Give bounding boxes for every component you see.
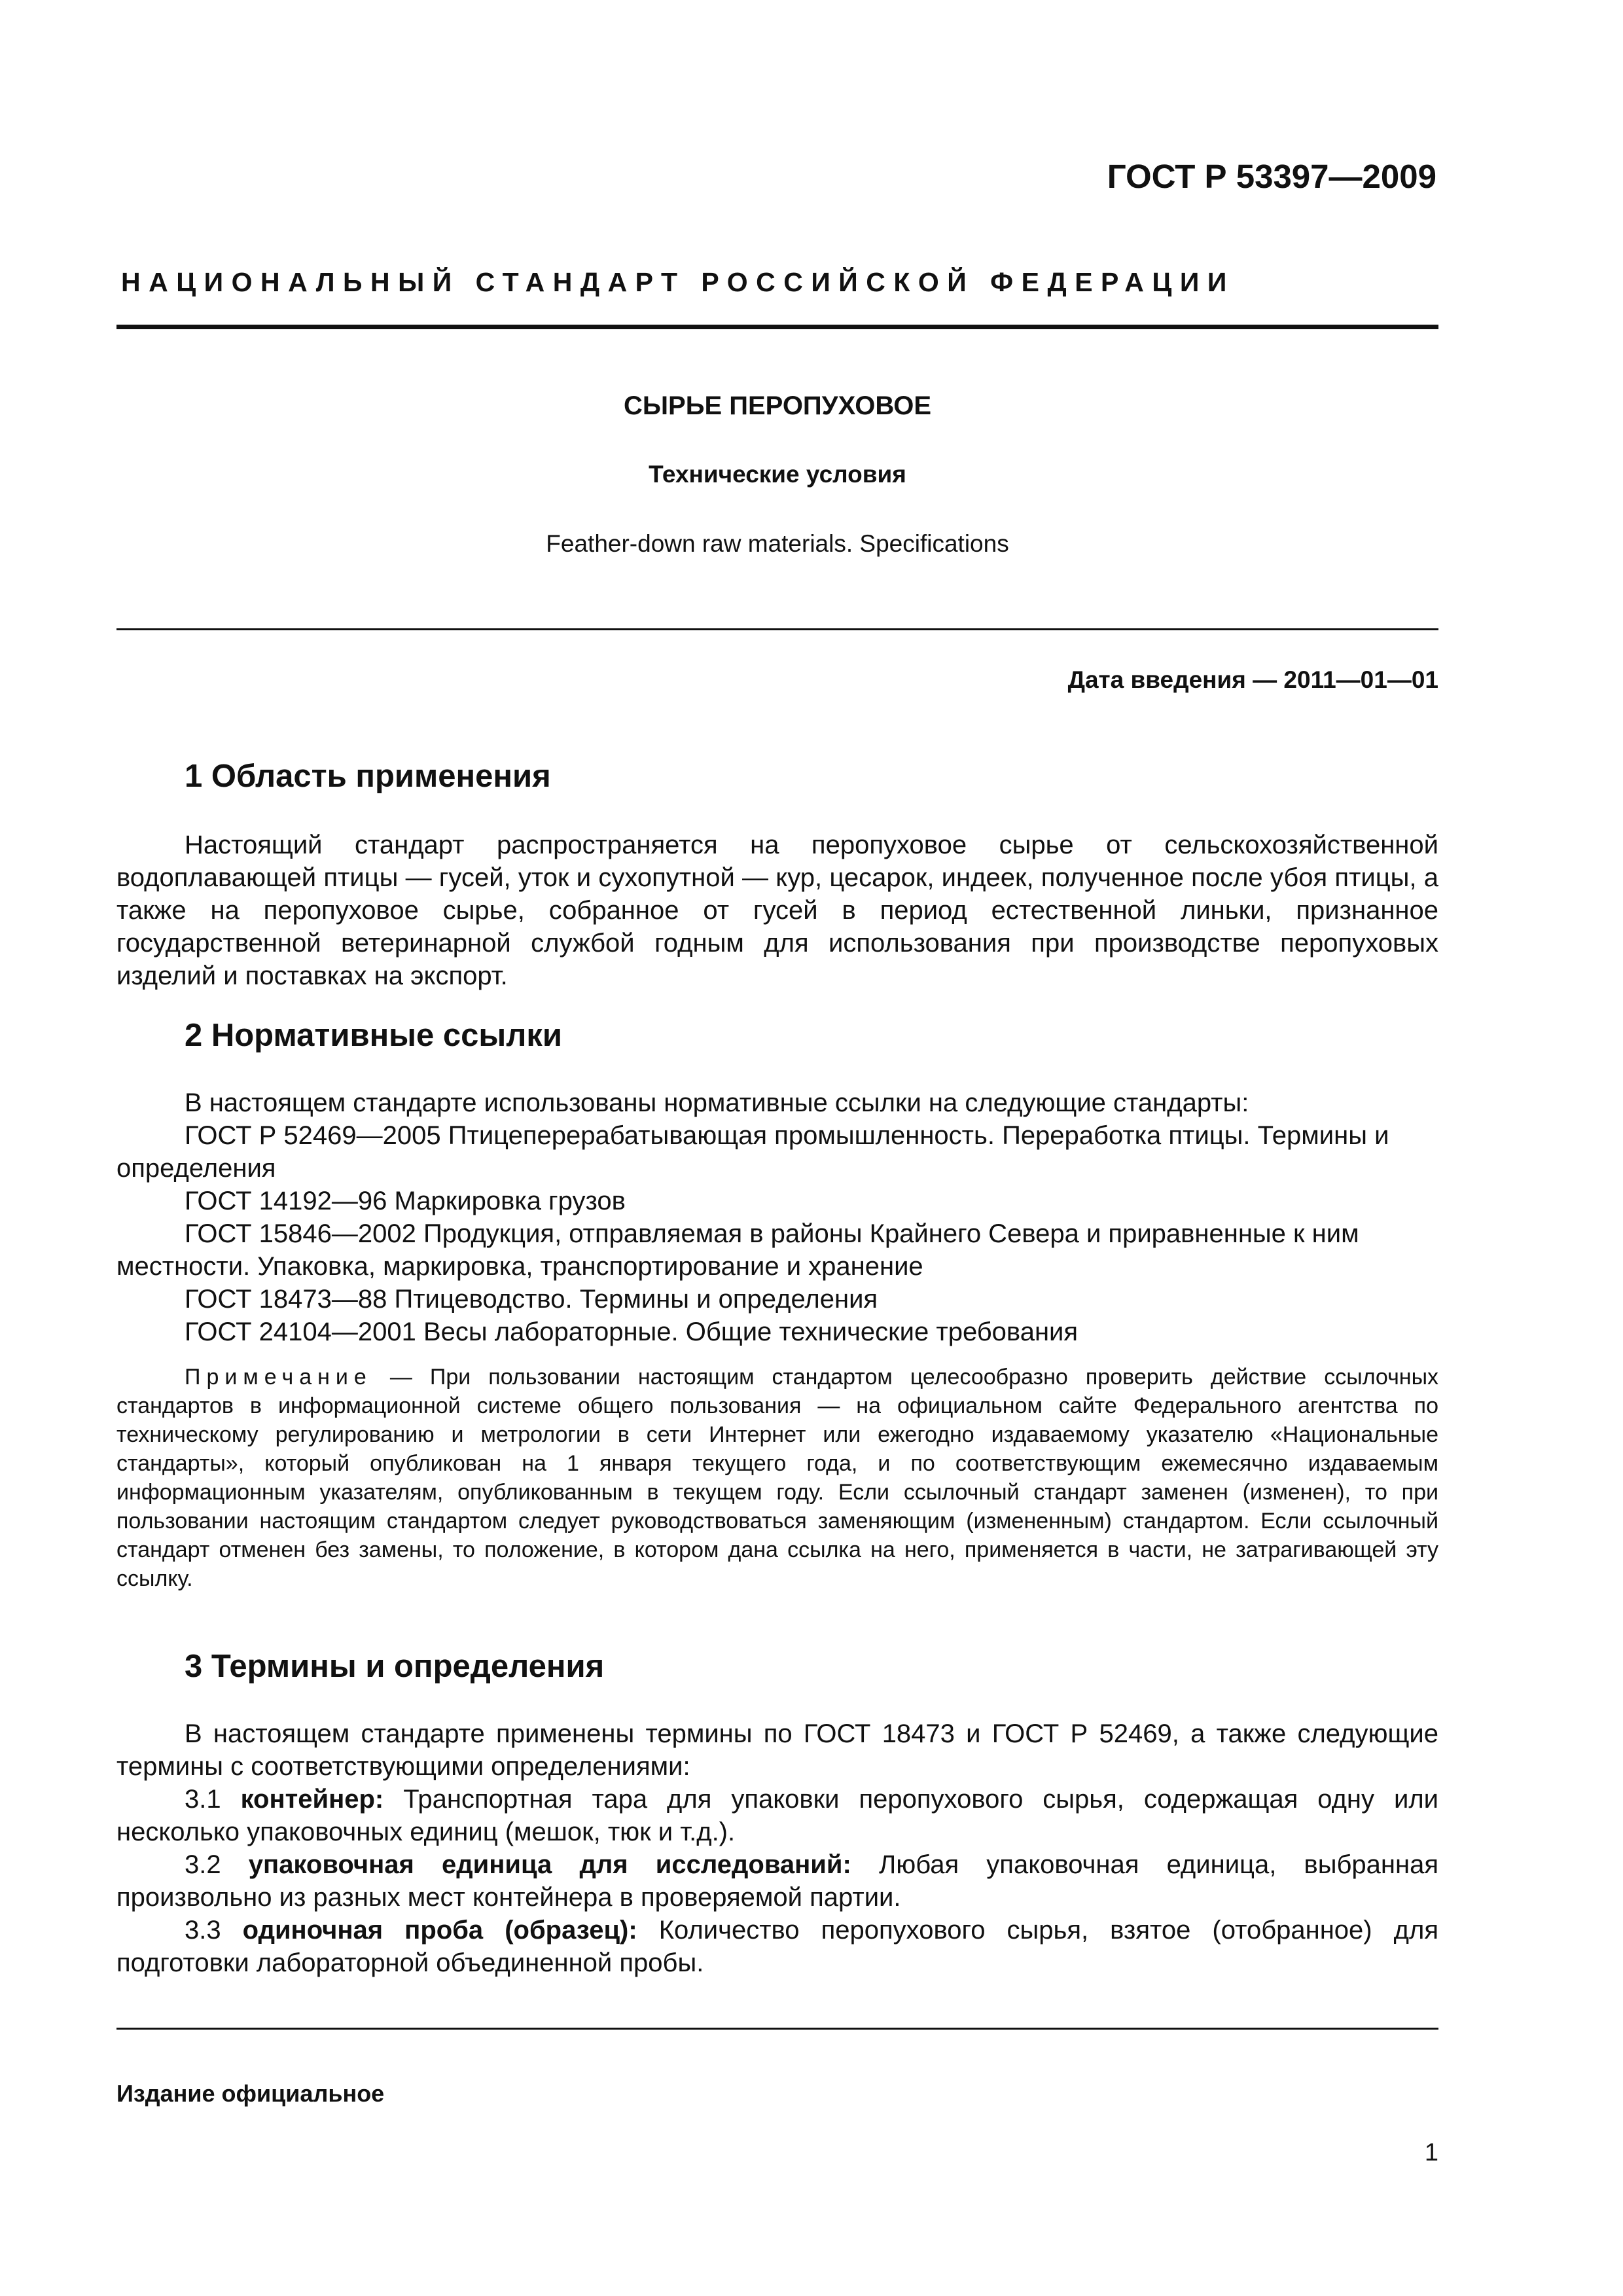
term-definition (116, 1848, 1438, 1914)
section-3-heading: 3 Термины и определения (185, 1649, 605, 1684)
term-text: Транспортная тара для упаковки перопухового сырья, содержащая одну или несколько упаковочных единиц (мешок, тюк и т.д.). (116, 1785, 1438, 1846)
term-definition (116, 1783, 1438, 1848)
document-subtitle: Технические условия (649, 461, 906, 488)
title-rule (116, 628, 1438, 630)
official-edition-label: Издание официальное (116, 2080, 385, 2107)
reference-item: ГОСТ 24104—2001 Весы лабораторные. Общие технические требования (185, 1318, 1079, 1346)
standard-code: ГОСТ Р 53397—2009 (1107, 158, 1436, 195)
page-number: 1 (1424, 2139, 1438, 2166)
footer-rule (116, 2028, 1438, 2030)
term-name: контейнер: (240, 1785, 384, 1814)
note-text: — При пользовании настоящим стандартом целесообразно проверить действие ссылочных стандартов в информационной системе общего пользования — на официальном сайте Федерального агентства по техническому регулированию и метрологии в сети Интернет или ежегодно издаваемому указателю «Национальные стандарты», который опубликован на 1 января текущего года, и по соответствующим ежемесячно издаваемым информационным указателям, опубликованным в текущем году. Если ссылочный стандарт заменен (изменен), то при пользовании настоящим стандартом следует руководствоваться заменяющим (измененным) стандартом. Если ссылочный стандарт отменен без замены, то положение, в котором дана ссылка на него, применяется в части, не затрагивающей эту ссылку. (116, 1365, 1439, 1591)
term-text: Количество перопухового сырья, взятое (отобранное) для подготовки лабораторной объединенной пробы. (116, 1916, 1438, 1977)
term-number: 3.1 (185, 1785, 221, 1814)
reference-note (116, 1363, 1438, 1593)
header-rule (116, 325, 1438, 329)
term-number: 3.3 (185, 1916, 221, 1945)
introduction-date: Дата введения — 2011—01—01 (1067, 666, 1438, 693)
document-title: СЫРЬЕ ПЕРОПУХОВОЕ (623, 391, 932, 420)
national-standard-banner: НАЦИОНАЛЬНЫЙ СТАНДАРТ РОССИЙСКОЙ ФЕДЕРАЦИИ (121, 267, 1235, 297)
reference-item: ГОСТ 18473—88 Птицеводство. Термины и определения (185, 1285, 878, 1314)
term-text: Любая упаковочная единица, выбранная произвольно из разных мест контейнера в проверяемой партии. (116, 1850, 1438, 1912)
term-number: 3.2 (185, 1850, 221, 1879)
english-title: Feather-down raw materials. Specifications (546, 530, 1009, 557)
term-name: упаковочная единица для исследований: (248, 1850, 851, 1879)
section-3-intro: В настоящем стандарте применены термины по ГОСТ 18473 и ГОСТ Р 52469, а также следующие термины с соответствующими определениями: (116, 1719, 1438, 1781)
section-2-intro: В настоящем стандарте использованы нормативные ссылки на следующие стандарты: (185, 1088, 1249, 1117)
note-label: Примечание (185, 1365, 372, 1390)
section-2-heading: 2 Нормативные ссылки (185, 1018, 562, 1053)
reference-item: ГОСТ Р 52469—2005 Птицеперерабатывающая промышленность. Переработка птицы. Термины и определения (116, 1121, 1389, 1183)
term-name: одиночная проба (образец): (242, 1916, 637, 1945)
term-definition (116, 1914, 1438, 1979)
section-1-heading: 1 Область применения (185, 759, 551, 794)
reference-item: ГОСТ 15846—2002 Продукция, отправляемая в районы Крайнего Севера и приравненные к ним местности. Упаковка, маркировка, транспортирование и хранение (116, 1219, 1359, 1281)
section-1-text: Настоящий стандарт распространяется на перопуховое сырье от сельскохозяйственной водоплавающей птицы — гусей, уток и сухопутной — кур, цесарок, индеек, полученное после убоя птицы, а также на перопуховое сырье, собранное от гусей в период естественной линьки, признанное государственной ветеринарной службой годным для использования при производстве перопуховых изделий и поставках на экспорт. (116, 831, 1438, 990)
reference-item: ГОСТ 14192—96 Маркировка грузов (185, 1187, 626, 1215)
